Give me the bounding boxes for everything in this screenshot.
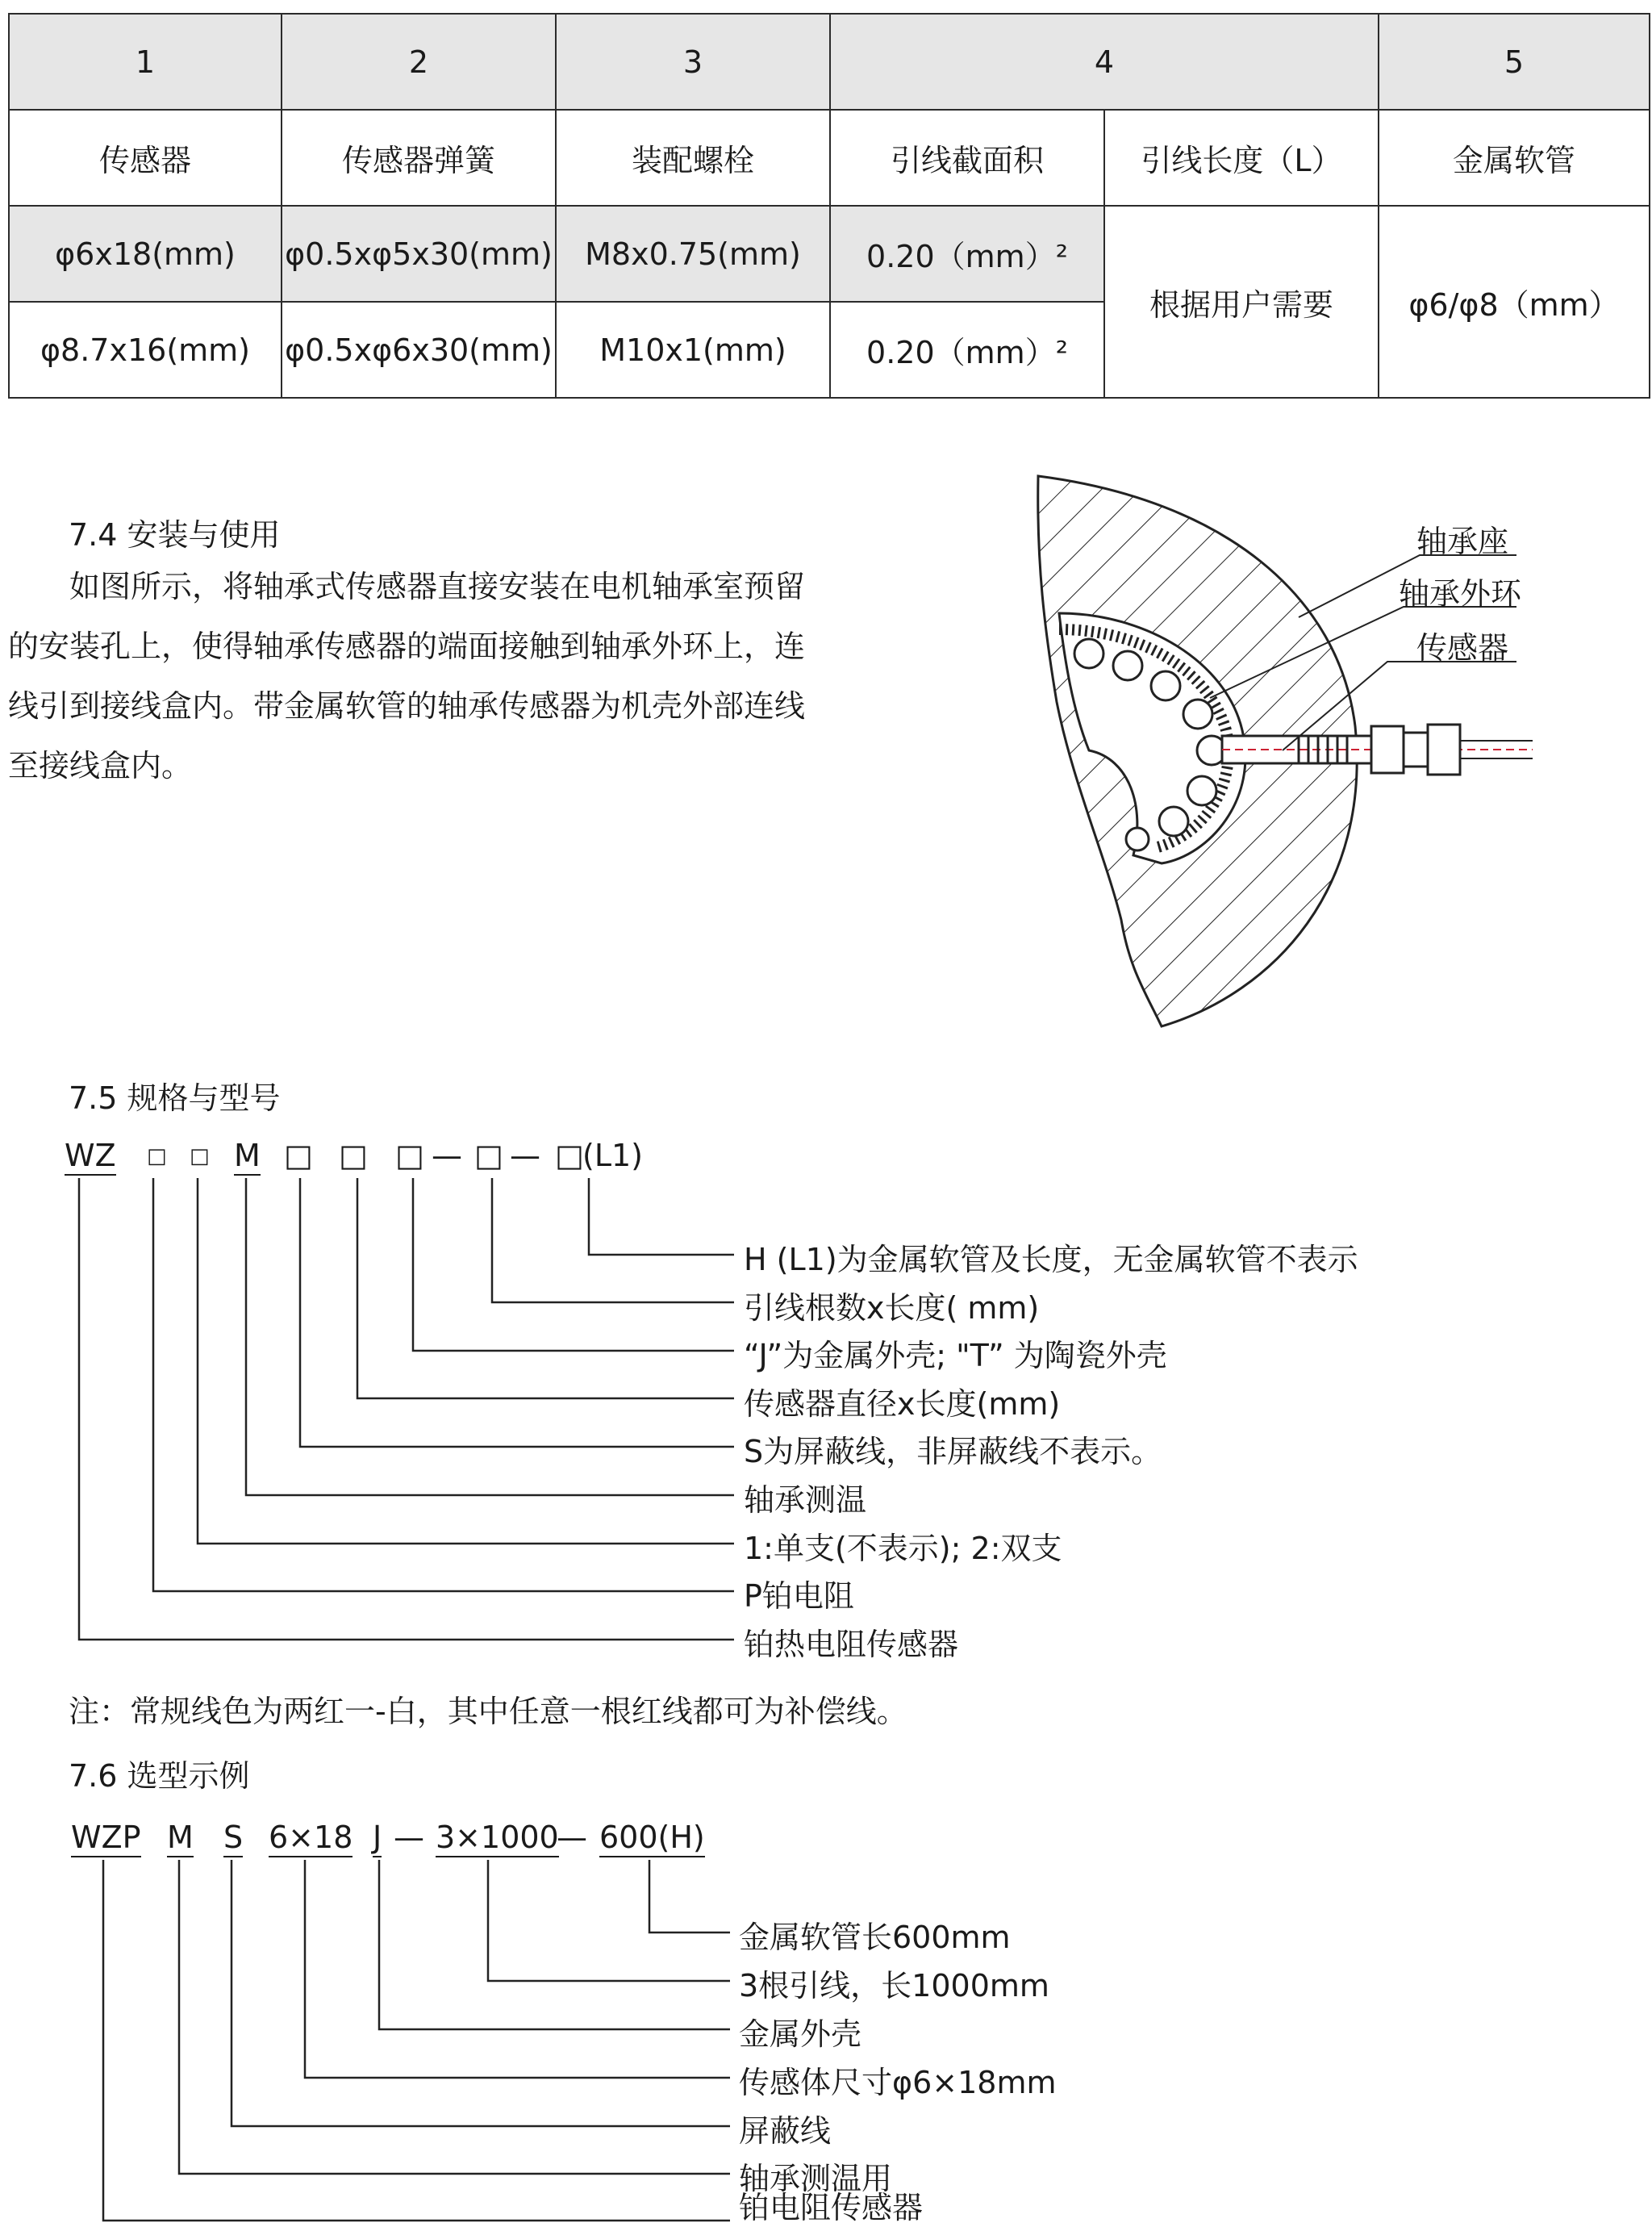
code-dash: — — [510, 1138, 540, 1173]
table-cell: M10x1(mm) — [556, 302, 830, 398]
example-legend-item: 金属外壳 — [739, 2016, 862, 2052]
spec-legend-item: P铂电阻 — [744, 1578, 854, 1614]
figure-label-outer-ring: 轴承外环 — [1399, 576, 1522, 612]
table-cell: φ0.5xφ5x30(mm) — [282, 206, 556, 302]
table-cell: φ8.7x16(mm) — [9, 302, 282, 398]
figure-label-sensor: 传感器 — [1416, 630, 1509, 666]
install-paragraph — [8, 557, 839, 796]
example-heading: 7.6 选型示例 — [69, 1758, 250, 1794]
example-legend-item: 轴承测温用 — [739, 2161, 893, 2196]
example-legend-item: 铂电阻传感器 — [739, 2190, 924, 2225]
spec-legend-item: 传感器直径x长度(mm) — [744, 1386, 1061, 1422]
spec-legend-item: 轴承测温 — [744, 1482, 867, 1518]
example-code-p1: WZP — [71, 1820, 141, 1855]
example-code-p7: 600(H) — [599, 1820, 705, 1855]
table-header-row — [9, 14, 1650, 110]
spec-legend-item: “J”为金属外壳; "T” 为陶瓷外壳 — [744, 1338, 1167, 1373]
subheader-cell: 传感器 — [9, 110, 282, 206]
install-line: 如图所示，将轴承式传感器直接安装在电机轴承室预留 — [69, 569, 806, 604]
subheader-cell: 金属软管 — [1379, 110, 1650, 206]
code-dash: — — [432, 1138, 462, 1173]
header-cell: 5 — [1379, 14, 1650, 110]
code-box: □ — [474, 1138, 503, 1173]
code-box: □ — [284, 1138, 313, 1173]
example-legend-item: 3根引线，长1000mm — [739, 1968, 1049, 2003]
table-cell: φ6x18(mm) — [9, 206, 282, 302]
install-line: 的安装孔上，使得轴承传感器的端面接触到轴承外环上，连 — [8, 629, 806, 664]
header-cell: 4 — [830, 14, 1379, 110]
spec-legend-item: H (L1)为金属软管及长度，无金属软管不表示 — [744, 1242, 1358, 1277]
example-code-dash: — — [557, 1820, 587, 1855]
spec-legend-item: 1:单支(不表示); 2:双支 — [744, 1531, 1062, 1566]
example-legend-item: 屏蔽线 — [739, 2113, 832, 2149]
spec-legend-item: S为屏蔽线，非屏蔽线不表示。 — [744, 1434, 1162, 1469]
model-code — [65, 1138, 116, 1173]
example-code-p6: 3×1000 — [436, 1820, 559, 1855]
code-box-small: □ — [147, 1144, 167, 1168]
code-box: □ — [555, 1138, 584, 1173]
spec-legend-item: 引线根数x长度( mm) — [744, 1290, 1040, 1326]
header-cell: 2 — [282, 14, 556, 110]
example-legend-item: 传感体尺寸φ6×18mm — [739, 2065, 1057, 2100]
example-legend-item: 金属软管长600mm — [739, 1920, 1011, 1955]
bearing-seat-shape — [1038, 476, 1357, 1026]
merged-length-cell: 根据用户需要 — [1104, 206, 1379, 398]
spec-heading: 7.5 规格与型号 — [69, 1080, 281, 1116]
bearing-balls — [1074, 639, 1226, 850]
code-box-small: □ — [190, 1144, 210, 1168]
install-heading: 7.4 安装与使用 — [69, 517, 281, 553]
code-box: □ — [339, 1138, 368, 1173]
code-m: M — [234, 1138, 261, 1173]
sensor-spring — [1299, 736, 1347, 763]
table-cell: 0.20（mm）² — [830, 302, 1104, 398]
subheader-cell: 引线长度（L） — [1104, 110, 1379, 206]
example-code-p4: 6×18 — [269, 1820, 353, 1855]
example-code-p2: M — [167, 1820, 194, 1855]
header-cell: 1 — [9, 14, 282, 110]
spec-legend-item: 铂热电阻传感器 — [744, 1627, 959, 1662]
table-subheader-row — [9, 110, 1650, 206]
header-cell: 3 — [556, 14, 830, 110]
subheader-cell: 装配螺栓 — [556, 110, 830, 206]
example-code-dash: — — [394, 1820, 424, 1855]
table-cell: M8x0.75(mm) — [556, 206, 830, 302]
figure-label-seat: 轴承座 — [1416, 524, 1509, 559]
subheader-cell: 传感器弹簧 — [282, 110, 556, 206]
subheader-cell: 引线截面积 — [830, 110, 1104, 206]
install-line: 至接线盒内。 — [8, 748, 193, 783]
spec-note: 注：常规线色为两红一-白，其中任意一根红线都可为补偿线。 — [69, 1694, 907, 1729]
example-code-p3: S — [223, 1820, 243, 1855]
table-cell: φ0.5xφ6x30(mm) — [282, 302, 556, 398]
code-box: □ — [395, 1138, 424, 1173]
table-row — [9, 206, 1650, 302]
merged-hose-cell: φ6/φ8（mm） — [1379, 206, 1650, 398]
code-l1: (L1) — [582, 1138, 643, 1173]
code-prefix: WZ — [65, 1138, 116, 1176]
spec-table — [8, 13, 1650, 399]
sensor-body — [1222, 736, 1383, 763]
install-line: 线引到接线盒内。带金属软管的轴承传感器为机壳外部连线 — [8, 688, 806, 724]
example-code-p5: J — [373, 1820, 382, 1855]
table-cell: 0.20（mm）² — [830, 206, 1104, 302]
